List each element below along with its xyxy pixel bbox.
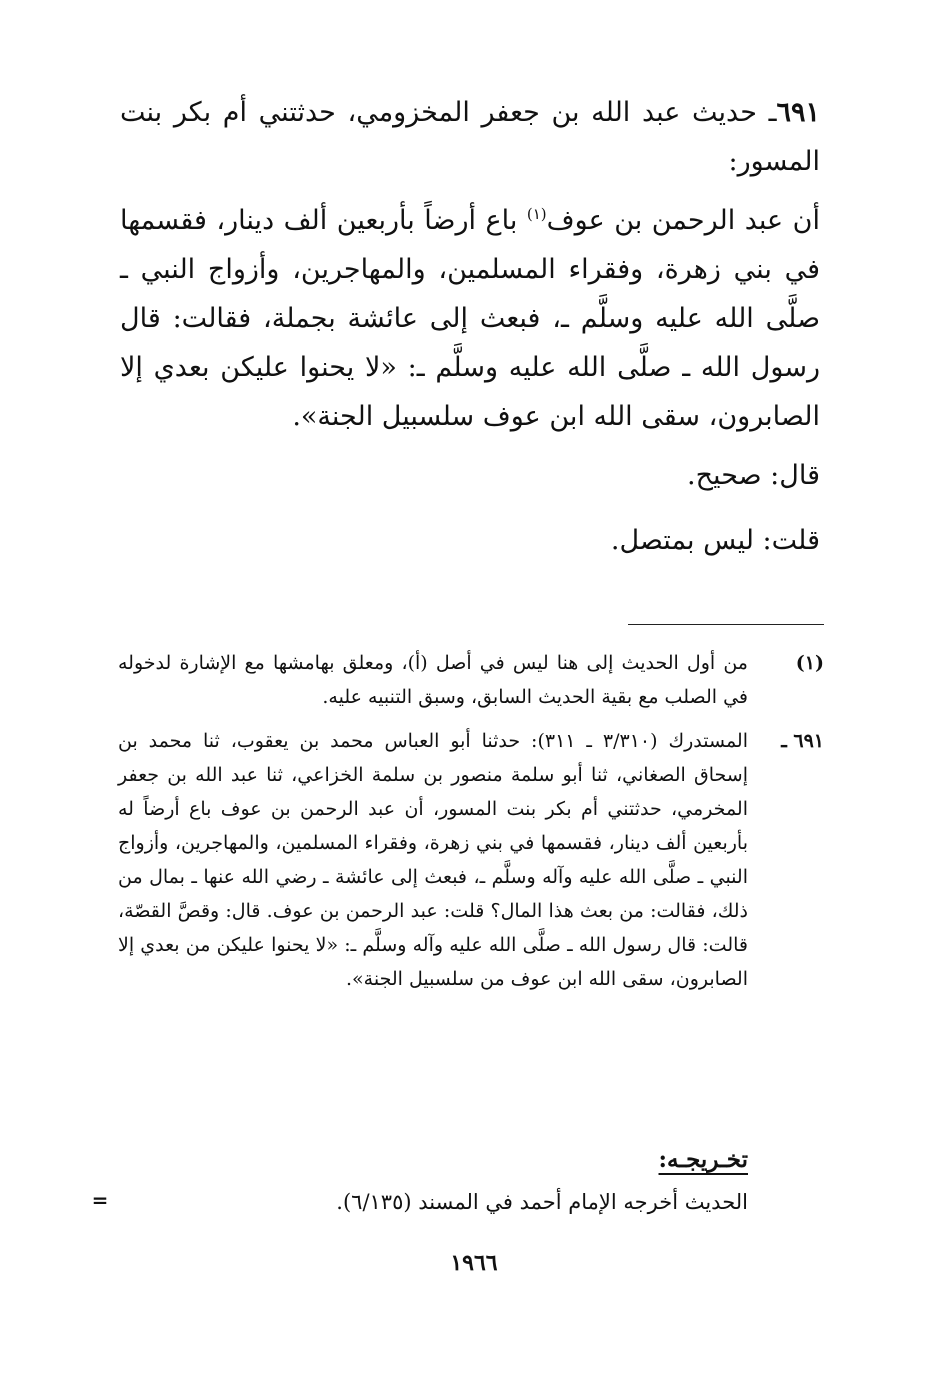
footnote-marker: ٦٩١ ـ xyxy=(781,730,824,752)
hadith-body-start: أن عبد الرحمن بن عوف xyxy=(546,205,820,236)
footnote xyxy=(118,724,824,996)
hadith-body xyxy=(120,196,820,441)
hadith-number: ٦٩١ xyxy=(776,97,820,128)
hadith-heading xyxy=(120,88,820,186)
takhrij-text: الحديث أخرجه الإمام أحمد في المسند (٦/١٣٥). xyxy=(336,1190,748,1214)
hadith-heading-text: ـ حديث عبد الله بن جعفر المخزومي، حدثتني أم بكر بنت المسور: xyxy=(120,97,820,177)
footnote xyxy=(118,646,824,714)
hadith-section xyxy=(120,88,820,565)
takhrij-heading: تخـريجـه: xyxy=(658,1146,748,1173)
page-number: ١٩٦٦ xyxy=(450,1250,498,1276)
hadith-body-rest: باع أرضاً بأربعين ألف دينار، فقسمها في بني زهرة، وفقراء المسلمين، والمهاجرين، وأزواج النبي ـ صلَّى الله عليه وسلَّم ـ، فبعث إلى عائشة بجملة، فقالت: قال رسول الله ـ صلَّى الله عليه وسلَّم ـ: «لا يحنوا عليكن بعدي إلا الصابرون، سقى الله ابن عوف سلسبيل الجنة». xyxy=(120,205,820,432)
critique-statement: قلت: ليس بمتصل. xyxy=(610,525,820,556)
footnote-marker: (١) xyxy=(795,652,824,674)
footnotes xyxy=(118,646,824,996)
footnote-text: المستدرك (٣/٣١٠ ـ ٣١١): حدثنا أبو العباس محمد بن يعقوب، ثنا محمد بن إسحاق الصغاني، ثنا أبو سلمة منصور بن سلمة الخزاعي، ثنا عبد الله بن جعفر المخرمي، حدثتني أم بكر بنت المسور، أن عبد الرحمن بن عوف باع أرضاً له بأربعين ألف دينار، فقسمها في بني زهرة، وفقراء المسلمين، والمهاجرين، وأزواج النبي ـ صلَّى الله عليه وآله وسلَّم ـ، فبعث إلى عائشة ـ رضي الله عنها ـ بمال من ذلك، فقالت: من بعث هذا المال؟ قلت: عبد الرحمن بن عوف. قال: وقصَّ القصّة، قالت: قال رسول الله ـ صلَّى الله عليه وآله وسلَّم ـ: «لا يحنوا عليكن من بعدي إلا الصابرون، سقى الله ابن عوف من سلسبيل الجنة». xyxy=(118,730,748,990)
footnote-separator xyxy=(628,624,824,625)
takhrij-section xyxy=(118,1140,748,1222)
grading-statement: قال: صحيح. xyxy=(687,460,820,491)
continuation-mark: = xyxy=(91,1188,109,1212)
footnote-reference: (١) xyxy=(526,205,547,223)
footnote-text: من أول الحديث إلى هنا ليس في أصل (أ)، ومعلق بهامشها مع الإشارة لدخوله في الصلب مع بقية الحديث السابق، وسبق التنبيه عليه. xyxy=(118,652,748,708)
